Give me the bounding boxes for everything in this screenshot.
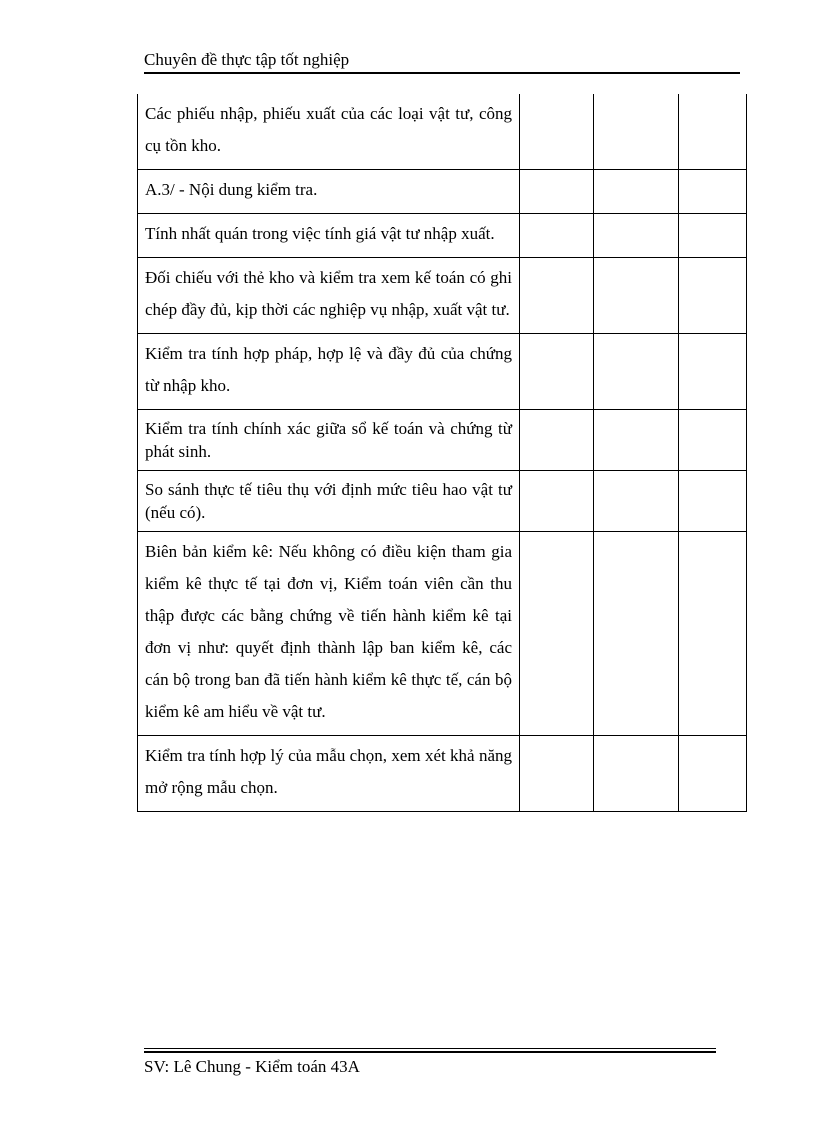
row-text: Biên bản kiểm kê: Nếu không có điều kiện tham gia kiểm kê thực tế tại đơn vị, Kiểm toán viên cần thu thập được các bằng chứng về tiến hành kiểm kê tại đơn vị như: quyết định thành lập ban kiểm kê, các cán bộ trong ban đã tiến hành kiểm kê thực tế, cán bộ kiểm kê am hiểu về vật tư. xyxy=(145,542,512,721)
table-row xyxy=(138,736,747,812)
check-cell-2 xyxy=(594,94,679,170)
row-text: Kiểm tra tính chính xác giữa sổ kế toán và chứng từ phát sinh. xyxy=(145,419,512,461)
content-cell xyxy=(138,736,520,812)
content-cell xyxy=(138,170,520,214)
table-row xyxy=(138,214,747,258)
check-cell-1 xyxy=(520,334,594,410)
check-cell-1 xyxy=(520,170,594,214)
check-cell-1 xyxy=(520,214,594,258)
check-cell-3 xyxy=(679,471,747,532)
check-cell-3 xyxy=(679,532,747,736)
check-cell-3 xyxy=(679,94,747,170)
check-cell-3 xyxy=(679,334,747,410)
check-cell-1 xyxy=(520,258,594,334)
row-text: So sánh thực tế tiêu thụ với định mức tiêu hao vật tư (nếu có). xyxy=(145,480,512,522)
table-row xyxy=(138,471,747,532)
check-cell-1 xyxy=(520,410,594,471)
table-body xyxy=(138,94,747,812)
content-cell xyxy=(138,471,520,532)
check-cell-1 xyxy=(520,471,594,532)
footer-text: SV: Lê Chung - Kiểm toán 43A xyxy=(144,1057,360,1076)
check-cell-1 xyxy=(520,736,594,812)
check-cell-3 xyxy=(679,170,747,214)
content-cell xyxy=(138,532,520,736)
footer-rule xyxy=(144,1048,716,1049)
check-cell-2 xyxy=(594,471,679,532)
row-text: A.3/ - Nội dung kiểm tra. xyxy=(145,180,318,199)
check-cell-3 xyxy=(679,410,747,471)
audit-checklist-table xyxy=(137,94,747,812)
table-row xyxy=(138,258,747,334)
check-cell-2 xyxy=(594,258,679,334)
row-text: Các phiếu nhập, phiếu xuất của các loại vật tư, công cụ tồn kho. xyxy=(145,104,512,155)
check-cell-2 xyxy=(594,736,679,812)
check-cell-2 xyxy=(594,532,679,736)
table-row xyxy=(138,410,747,471)
check-cell-1 xyxy=(520,94,594,170)
content-cell xyxy=(138,214,520,258)
check-cell-1 xyxy=(520,532,594,736)
check-cell-3 xyxy=(679,736,747,812)
content-cell xyxy=(138,334,520,410)
check-cell-2 xyxy=(594,410,679,471)
check-cell-3 xyxy=(679,214,747,258)
header-title: Chuyên đề thực tập tốt nghiệp xyxy=(144,50,350,69)
table-row xyxy=(138,94,747,170)
check-cell-2 xyxy=(594,334,679,410)
row-text: Kiểm tra tính hợp pháp, hợp lệ và đầy đủ của chứng từ nhập kho. xyxy=(145,344,512,395)
row-text: Kiểm tra tính hợp lý của mẫu chọn, xem xét khả năng mở rộng mẫu chọn. xyxy=(145,746,512,797)
check-cell-2 xyxy=(594,214,679,258)
content-cell xyxy=(138,410,520,471)
table-row xyxy=(138,334,747,410)
page-header xyxy=(144,50,740,74)
row-text: Tính nhất quán trong việc tính giá vật tư nhập xuất. xyxy=(145,224,495,243)
footer-rule-thick xyxy=(144,1051,716,1053)
page-footer xyxy=(144,1048,716,1077)
table-row xyxy=(138,170,747,214)
content-cell xyxy=(138,258,520,334)
table-row xyxy=(138,532,747,736)
check-cell-2 xyxy=(594,170,679,214)
check-cell-3 xyxy=(679,258,747,334)
content-cell xyxy=(138,94,520,170)
row-text: Đối chiếu với thẻ kho và kiểm tra xem kế toán có ghi chép đầy đủ, kịp thời các nghiệp vụ nhập, xuất vật tư. xyxy=(145,268,512,319)
